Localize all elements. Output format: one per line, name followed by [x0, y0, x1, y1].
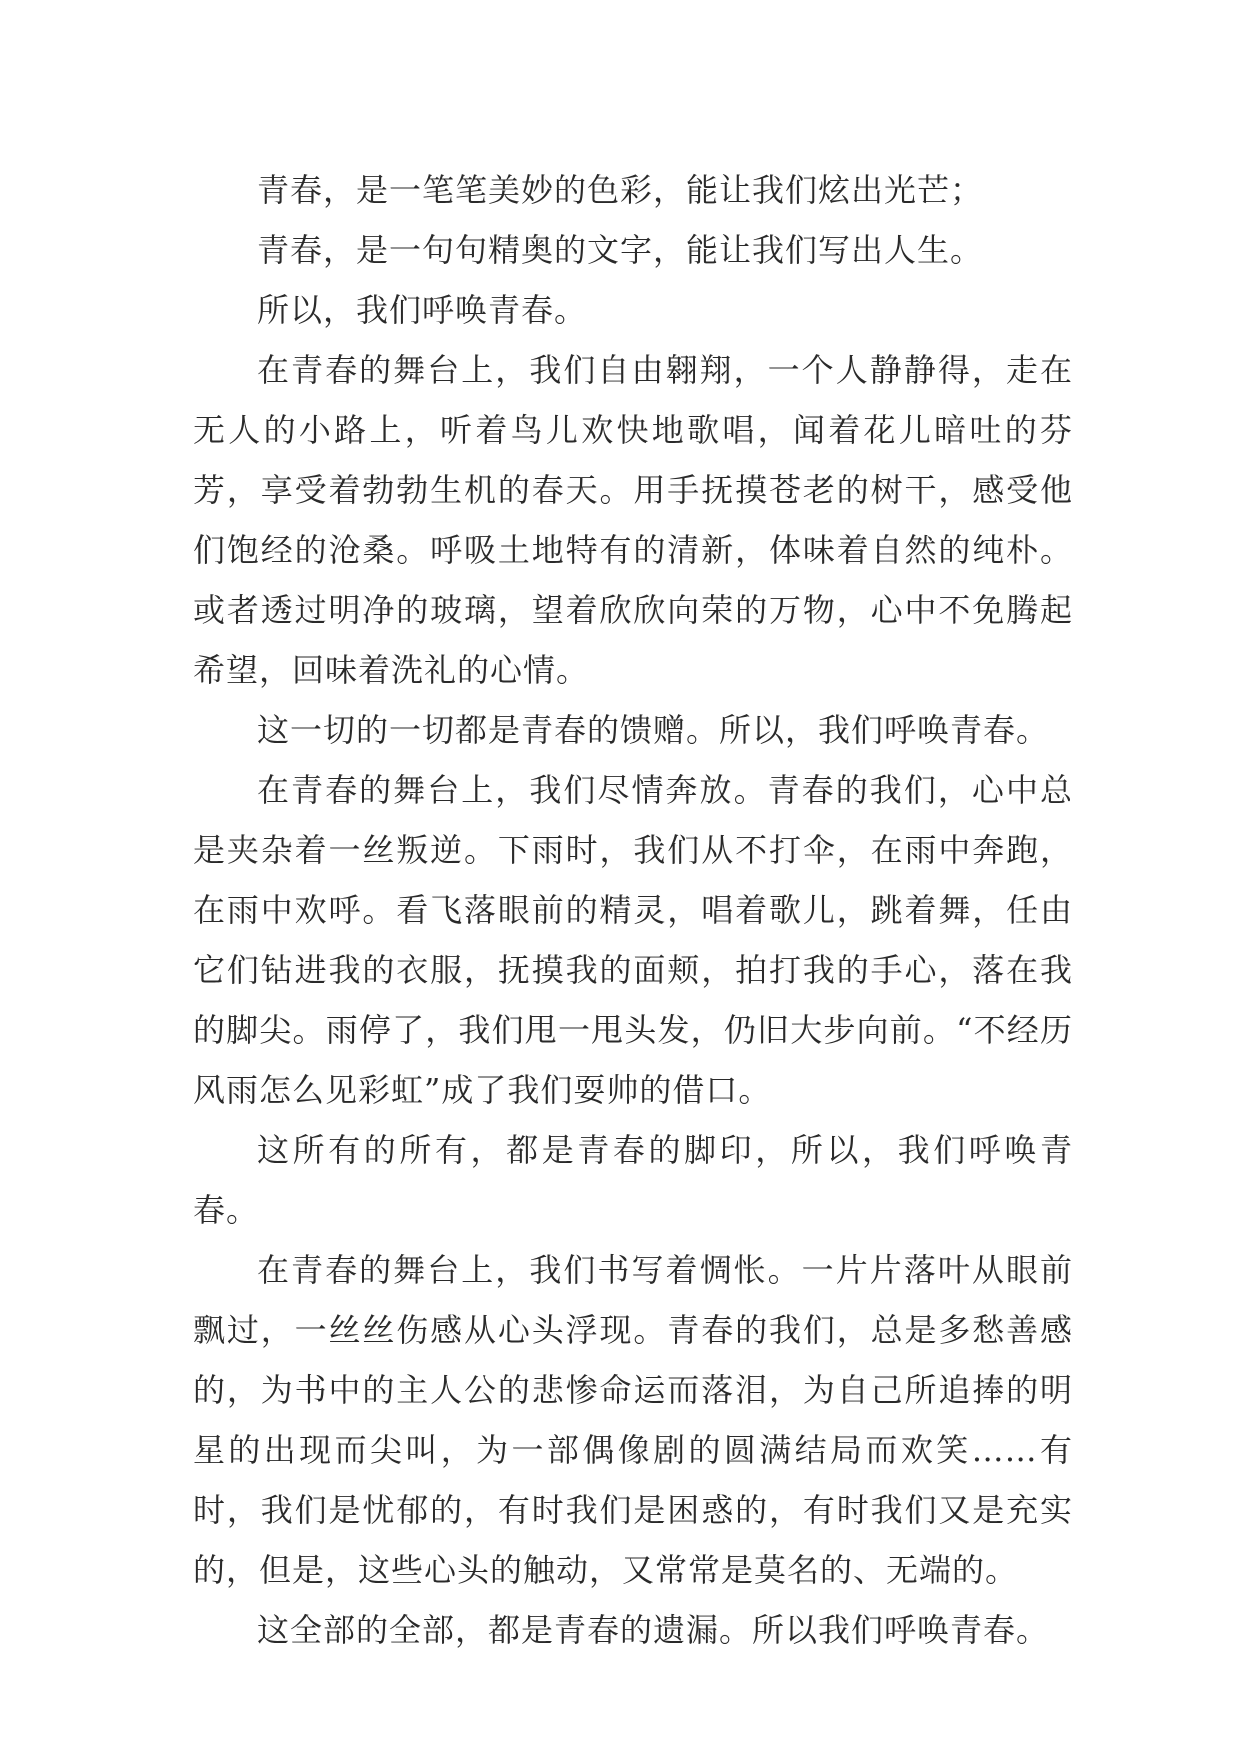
paragraph-1: 青春，是一笔笔美妙的色彩，能让我们炫出光芒； [257, 171, 984, 209]
paragraph-9: 这全部的全部，都是青春的遗漏。所以我们呼唤青春。 [257, 1611, 1050, 1649]
paragraph-4: 在青春的舞台上，我们自由翱翔，一个人静静得，走在无人的小路上，听着鸟儿欢快地歌唱，闻着花儿暗吐的芬芳，享受着勃勃生机的春天。用手抚摸苍老的树干，感受他们饱经的沧桑。呼吸土地特有的清新，体味着自然的纯朴。或者透过明净的玻璃，望着欣欣向荣的万物，心中不免腾起希望，回味着洗礼的心情。 [193, 351, 1073, 689]
paragraph-6: 在青春的舞台上，我们尽情奔放。青春的我们，心中总是夹杂着一丝叛逆。下雨时，我们从不打伞，在雨中奔跑，在雨中欢呼。看飞落眼前的精灵，唱着歌儿，跳着舞，任由它们钻进我的衣服，抚摸我的面颊，拍打我的手心，落在我的脚尖。雨停了，我们甩一甩头发，仍旧大步向前。“不经历风雨怎么见彩虹”成了我们耍帅的借口。 [193, 771, 1073, 1109]
paragraph-8: 在青春的舞台上，我们书写着惆怅。一片片落叶从眼前飘过，一丝丝伤感从心头浮现。青春的我们，总是多愁善感的，为书中的主人公的悲惨命运而落泪，为自己所追捧的明星的出现而尖叫，为一部偶像剧的圆满结局而欢笑……有时，我们是忧郁的，有时我们是困惑的，有时我们又是充实的，但是，这些心头的触动，又常常是莫名的、无端的。 [193, 1251, 1073, 1589]
paragraph-7: 这所有的所有，都是青春的脚印，所以，我们呼唤青春。 [193, 1131, 1073, 1229]
paragraph-5: 这一切的一切都是青春的馈赠。所以，我们呼唤青春。 [257, 711, 1050, 749]
article-body [193, 160, 1073, 1660]
paragraph-3: 所以，我们呼唤青春。 [257, 291, 588, 329]
paragraph-2: 青春，是一句句精奥的文字，能让我们写出人生。 [257, 231, 984, 269]
